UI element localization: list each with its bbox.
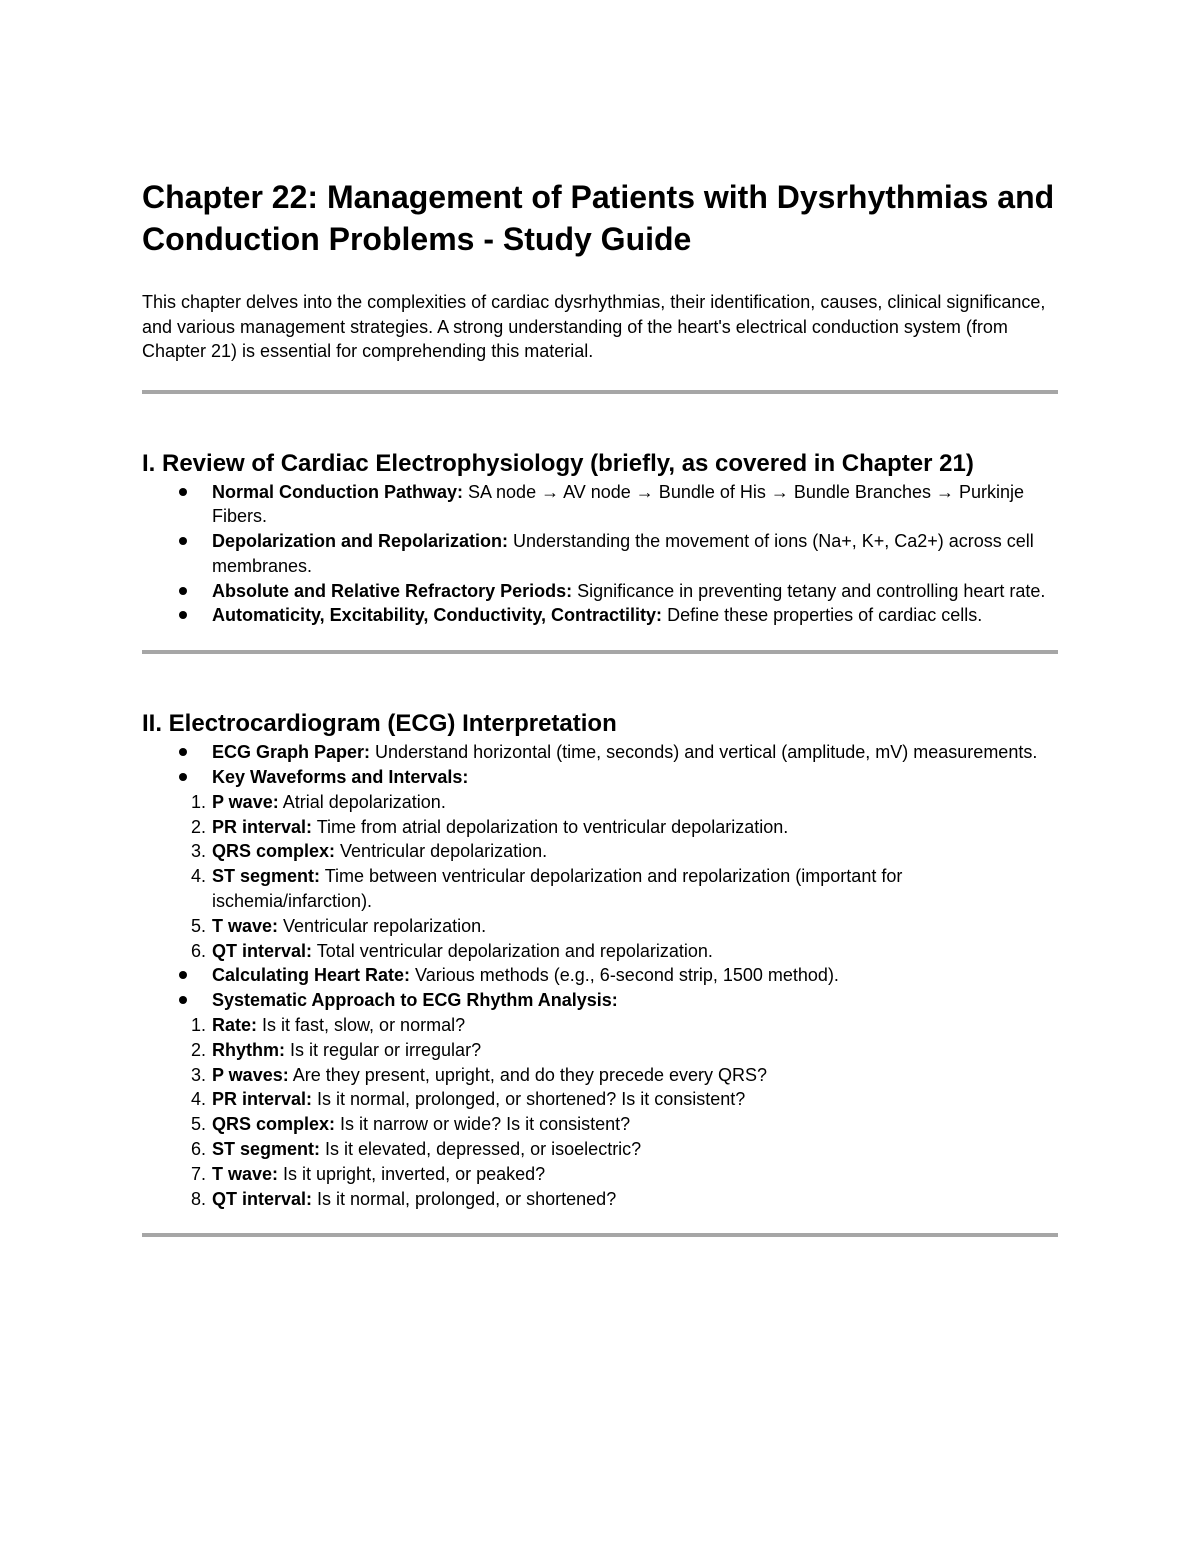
divider (142, 650, 1058, 654)
intro-paragraph: This chapter delves into the complexities of cardiac dysrhythmias, their identification, causes, clinical significance, and various management strategies. A strong understanding of the heart's electrical conduction system (from Chapter 21) is essential for comprehending this material. (142, 292, 1046, 361)
numbered-list (142, 1013, 1058, 1211)
bullet-icon (179, 773, 187, 781)
bullet-list (142, 740, 1058, 1211)
list-item: 2. Rhythm: Is it regular or irregular? (190, 1039, 482, 1060)
list-item: Normal Conduction Pathway: SA node → AV node → Bundle of His → Bundle Branches → Purkinje Fibers. (142, 480, 1058, 530)
page-title: Chapter 22: Management of Patients with Dysrhythmias and Conduction Problems - Study Guide (142, 179, 1055, 257)
bullet-icon (179, 611, 187, 619)
list-item: Absolute and Relative Refractory Periods: Significance in preventing tetany and controlling heart rate. (142, 579, 1058, 604)
bullet-list (142, 480, 1058, 629)
section-heading: II. Electrocardiogram (ECG) Interpretation (142, 710, 617, 738)
bullet-icon (179, 971, 187, 979)
list-item: 3. QRS complex: Ventricular depolarization. (190, 841, 548, 862)
list-item: 5. QRS complex: Is it narrow or wide? Is it consistent? (190, 1114, 631, 1135)
document-page (142, 176, 1058, 1237)
list-item: 2. PR interval: Time from atrial depolarization to ventricular depolarization. (190, 816, 789, 837)
bullet-icon (179, 587, 187, 595)
list-item: Key Waveforms and Intervals: 1. P wave: Atrial depolarization. 2. PR interval: Time from atrial depolarization to ventricular depolarization. 3. QRS complex: Ventricular depolarization. 4. ST segment: Time between ventricular depolarization and repolarization (important for ischemia/infarction). 5. T wave: Ventricular repolarization. 6. QT interval: Total ventricular depolarization and repolarization. (142, 765, 1058, 963)
section-heading: I. Review of Cardiac Electrophysiology (briefly, as covered in Chapter 21) (142, 449, 974, 477)
bullet-icon (179, 748, 187, 756)
list-item: ECG Graph Paper: Understand horizontal (time, seconds) and vertical (amplitude, mV) measurements. (142, 740, 1058, 765)
divider (142, 390, 1058, 394)
list-item: 4. PR interval: Is it normal, prolonged, or shortened? Is it consistent? (190, 1089, 746, 1110)
list-item: Calculating Heart Rate: Various methods (e.g., 6-second strip, 1500 method). (142, 963, 1058, 988)
list-item: 6. ST segment: Is it elevated, depressed, or isoelectric? (190, 1139, 642, 1160)
list-item: 7. T wave: Is it upright, inverted, or peaked? (190, 1163, 546, 1184)
list-item: Systematic Approach to ECG Rhythm Analysis: 1. Rate: Is it fast, slow, or normal? 2. Rhythm: Is it regular or irregular? 3. P waves: Are they present, upright, and do they precede every QRS? 4. PR interval: Is it normal, prolonged, or shortened? Is it consistent? 5. QRS complex: Is it narrow or wide? Is it consistent? 6. ST segment: Is it elevated, depressed, or isoelectric? 7. T wave: Is it upright, inverted, or peaked? 8. QT interval: Is it normal, prolonged, or shortened? (142, 988, 1058, 1211)
list-item: 4. ST segment: Time between ventricular depolarization and repolarization (important for ischemia/infarction). (190, 866, 903, 912)
divider (142, 1233, 1058, 1237)
list-item: 3. P waves: Are they present, upright, and do they precede every QRS? (190, 1064, 768, 1085)
list-item: 1. Rate: Is it fast, slow, or normal? (190, 1015, 466, 1036)
list-item: Automaticity, Excitability, Conductivity, Contractility: Define these properties of cardiac cells. (142, 603, 1058, 628)
list-item: 1. P wave: Atrial depolarization. (190, 791, 446, 812)
bullet-icon (179, 996, 187, 1004)
list-item: 5. T wave: Ventricular repolarization. (190, 915, 487, 936)
bullet-icon (179, 537, 187, 545)
numbered-list (142, 790, 1058, 964)
list-item: 8. QT interval: Is it normal, prolonged, or shortened? (190, 1188, 617, 1209)
list-item: 6. QT interval: Total ventricular depolarization and repolarization. (190, 940, 713, 961)
list-item: Depolarization and Repolarization: Understanding the movement of ions (Na+, K+, Ca2+) across cell membranes. (142, 529, 1058, 579)
bullet-icon (179, 488, 187, 496)
